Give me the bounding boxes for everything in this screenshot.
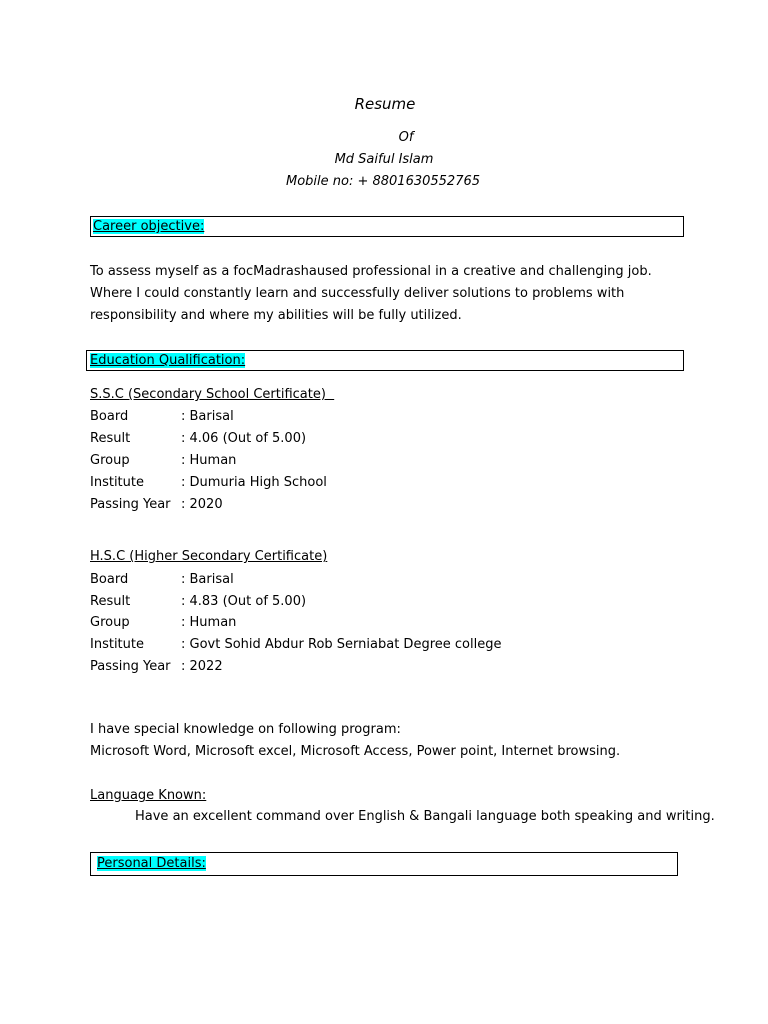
row-label: Board [90,409,129,424]
row-label: Board [90,572,129,587]
row-value: : Human [181,615,237,630]
row-label: Institute [90,637,144,652]
row-value: : Dumuria High School [181,475,327,490]
row-label: Group [90,453,130,468]
row-value: : Barisal [181,572,234,587]
career-objective-box [90,216,684,237]
row-label: Passing Year [90,497,171,512]
education-heading: Education Qualification: [90,353,246,368]
row-value: : Human [181,453,237,468]
hsc-title: H.S.C (Higher Secondary Certificate) [90,549,328,564]
career-objective-heading: Career objective: [93,219,205,234]
row-value: : Barisal [181,409,234,424]
row-value: : 4.06 (Out of 5.00) [181,431,307,446]
education-box [86,350,684,371]
row-value: : 2022 [181,659,223,674]
resume-title: Resume [354,95,416,113]
row-label: Result [90,594,131,609]
language-heading: Language Known: [90,788,207,803]
ssc-title: S.S.C (Secondary School Certificate) [90,387,335,402]
career-objective-text: To assess myself as a focMadrashaused professional in a creative and challenging job. Where I could constantly learn and successfully deliver solutions to problems with responsibility and where my abilities will be fully utilized. [90,264,652,323]
personal-details-heading: Personal Details: [97,856,206,871]
language-text: Have an excellent command over English & Bangali language both speaking and writing. [135,809,715,824]
row-value: : 2020 [181,497,223,512]
resume-of-text: Of [398,130,414,145]
candidate-name: Md Saiful Islam [334,152,434,167]
mobile-number: Mobile no: + 8801630552765 [285,174,481,189]
row-label: Group [90,615,130,630]
skills-intro: I have special knowledge on following program: [90,722,401,737]
row-label: Passing Year [90,659,171,674]
row-label: Institute [90,475,144,490]
row-label: Result [90,431,131,446]
row-value: : Govt Sohid Abdur Rob Serniabat Degree college [181,637,502,652]
row-value: : 4.83 (Out of 5.00) [181,594,307,609]
skills-list: Microsoft Word, Microsoft excel, Microsoft Access, Power point, Internet browsing. [90,744,621,759]
personal-details-box [90,852,678,876]
